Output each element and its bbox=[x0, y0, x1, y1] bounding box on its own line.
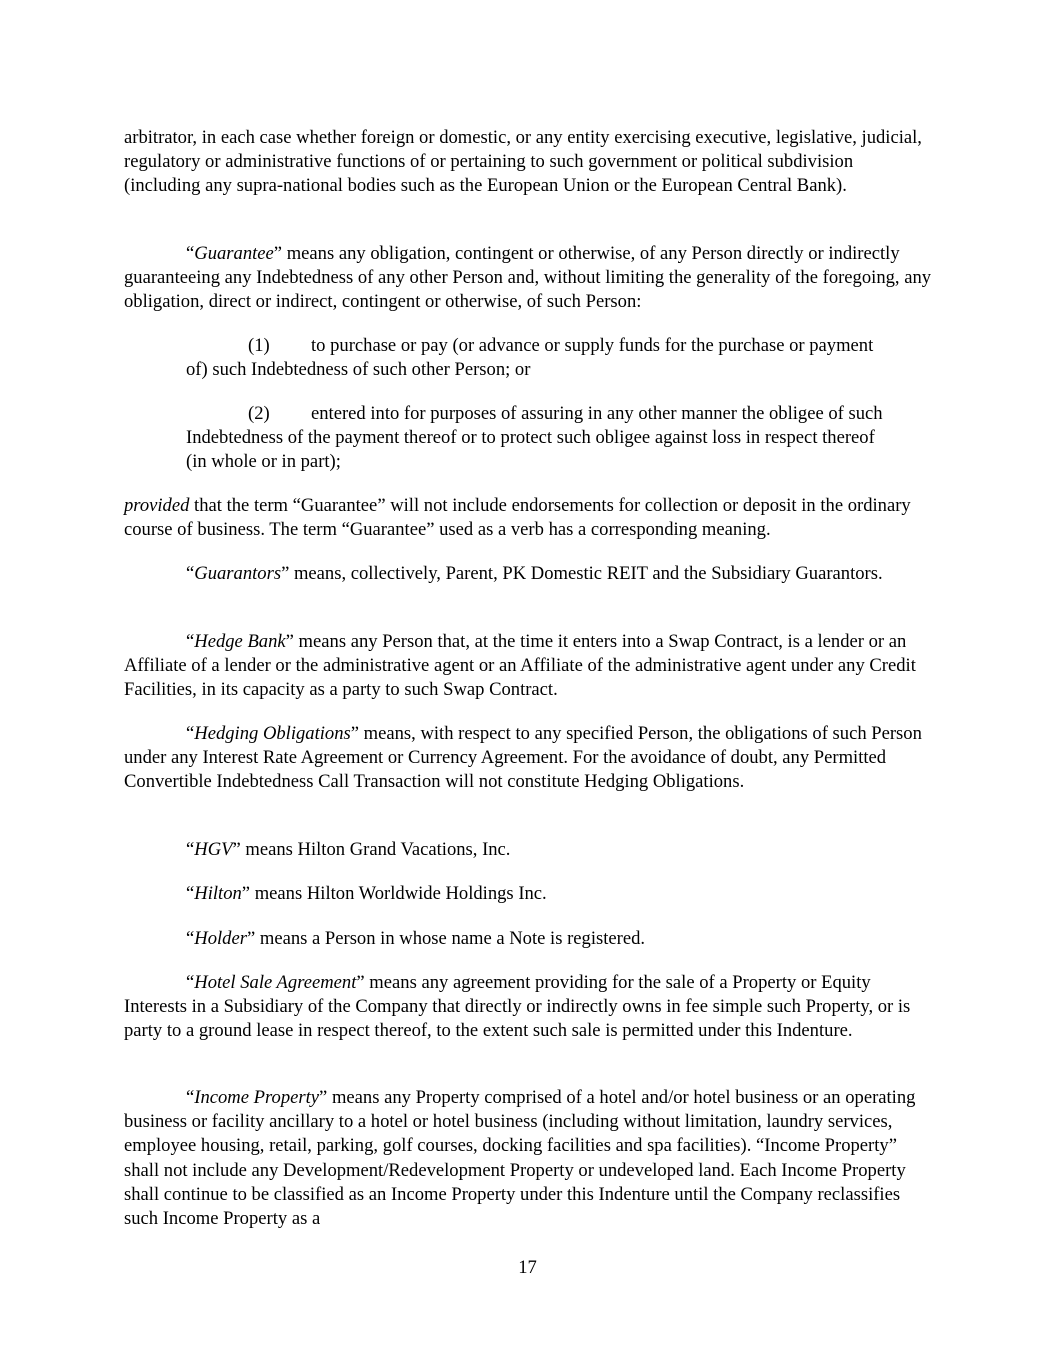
page-number: 17 bbox=[518, 1257, 537, 1278]
clause-number: (1) bbox=[248, 335, 270, 356]
open-quote: “ bbox=[186, 563, 195, 584]
definition-text: ” means Hilton Grand Vacations, Inc. bbox=[232, 839, 511, 860]
clause-text: to purchase or pay (or advance or supply funds for the purchase or payment of) such Indebtedness of such other Person; or bbox=[186, 335, 874, 381]
defined-term: HGV bbox=[194, 839, 233, 860]
clause-1 bbox=[186, 334, 886, 382]
clause-number: (2) bbox=[248, 403, 270, 424]
definition-text: ” means any Property comprised of a hotel and/or hotel business or an operating business or facility ancillary to a hotel or hotel business (including without limitation, laundry services, employee housing, retail, parking, golf courses, docking facilities and spa facilities). “Income Property” shall not include any Development/Redevelopment Property or undeveloped land. Each Income Property shall continue to be classified as an Income Property under this Indenture until the Company reclassifies such Income Property as a bbox=[124, 1087, 916, 1230]
defined-term: Guarantee bbox=[194, 243, 274, 264]
clause-2 bbox=[186, 402, 886, 475]
paragraph-text: arbitrator, in each case whether foreign or domestic, or any entity exercising executive, legislative, judicial, regulatory or administrative functions of or pertaining to such government or political subdivision (including any supra-national bodies such as the European Union or the European Central Bank). bbox=[124, 127, 922, 197]
open-quote: “ bbox=[186, 243, 195, 264]
open-quote: “ bbox=[186, 723, 195, 744]
definition-hgv bbox=[124, 838, 934, 862]
definition-text: ” means a Person in whose name a Note is registered. bbox=[246, 928, 646, 949]
open-quote: “ bbox=[186, 631, 195, 652]
definition-text: ” means any Person that, at the time it enters into a Swap Contract, is a lender or an Affiliate of a lender or the administrative agent or an Affiliate of the administrative agent under any Credit Facilities, in its capacity as a party to such Swap Contract. bbox=[124, 631, 916, 701]
definition-hedge-bank bbox=[124, 630, 934, 703]
clause-text: entered into for purposes of assuring in any other manner the obligee of such Indebtedness of the payment thereof or to protect such obligee against loss in respect thereof (in whole or in part); bbox=[186, 403, 883, 473]
defined-term: Hedging Obligations bbox=[194, 723, 351, 744]
defined-term: Hilton bbox=[194, 883, 242, 904]
definition-text: ” means Hilton Worldwide Holdings Inc. bbox=[241, 883, 547, 904]
definition-guarantee bbox=[124, 242, 934, 315]
open-quote: “ bbox=[186, 839, 195, 860]
open-quote: “ bbox=[186, 972, 195, 993]
open-quote: “ bbox=[186, 1087, 195, 1108]
definition-holder bbox=[124, 927, 934, 951]
open-quote: “ bbox=[186, 883, 195, 904]
open-quote: “ bbox=[186, 928, 195, 949]
definition-text: ” means any obligation, contingent or otherwise, of any Person directly or indirectly guaranteeing any Indebtedness of any other Person and, without limiting the generality of the foregoing, any obligation, direct or indirect, contingent or otherwise, of such Person: bbox=[124, 243, 932, 313]
definition-text: ” means any agreement providing for the sale of a Property or Equity Interests in a Subsidiary of the Company that directly or indirectly owns in fee simple such Property, or is party to a ground lease in respect thereof, to the extent such sale is permitted under this Indenture. bbox=[124, 972, 911, 1042]
definition-hedging-obligations bbox=[124, 722, 934, 795]
defined-term: Guarantors bbox=[194, 563, 282, 584]
definition-hotel-sale-agreement bbox=[124, 971, 934, 1044]
definition-text: ” means, with respect to any specified Person, the obligations of such Person under any Interest Rate Agreement or Currency Agreement. For the avoidance of doubt, any Permitted Convertible Indebtedness Call Transaction will not constitute Hedging Obligations. bbox=[124, 723, 922, 793]
defined-term: Holder bbox=[194, 928, 247, 949]
proviso-paragraph bbox=[124, 494, 934, 542]
definition-hilton bbox=[124, 882, 934, 906]
definition-guarantors bbox=[124, 562, 934, 586]
defined-term: Hotel Sale Agreement bbox=[194, 972, 357, 993]
paragraph-governmental-authority-continued bbox=[124, 126, 934, 199]
definition-income-property bbox=[124, 1086, 934, 1231]
defined-term: Hedge Bank bbox=[194, 631, 286, 652]
defined-term: Income Property bbox=[194, 1087, 320, 1108]
proviso-text: that the term “Guarantee” will not include endorsements for collection or deposit in the ordinary course of business. The term “Guarantee” used as a verb has a corresponding meaning. bbox=[124, 495, 911, 541]
definition-text: ” means, collectively, Parent, PK Domestic REIT and the Subsidiary Guarantors. bbox=[281, 563, 883, 584]
proviso-lead: provided bbox=[124, 495, 190, 516]
